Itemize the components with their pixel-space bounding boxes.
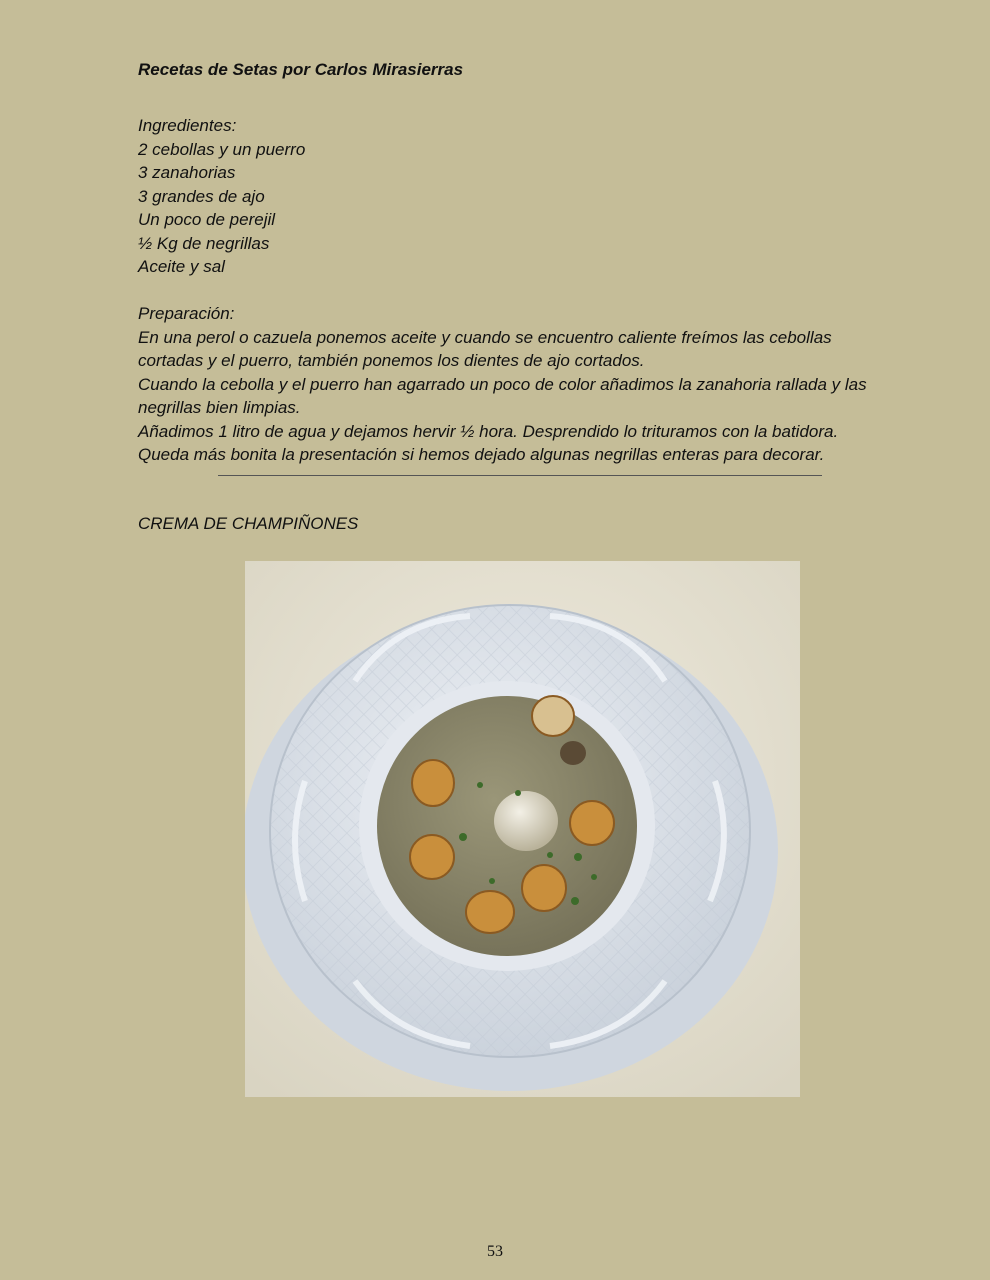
recipe-text (138, 114, 918, 467)
mushroom (494, 791, 558, 851)
ingredient-item: ½ Kg de negrillas (138, 233, 270, 253)
preparation-heading: Preparación: (138, 304, 235, 323)
ingredient-item: Un poco de perejil (138, 210, 276, 229)
section-title: CREMA DE CHAMPIÑONES (138, 514, 359, 533)
preparation-line: Cuando la cebolla y el puerro han agarrado un poco de color añadimos la zanahoria rallada y las (138, 374, 867, 394)
separator-line (218, 475, 822, 476)
mushroom-small (560, 741, 586, 765)
preparation-line: Añadimos 1 litro de agua y dejamos hervir ½ hora. Desprendido lo trituramos con la batidora. (138, 421, 839, 441)
preparation-line: En una perol o cazuela ponemos aceite y cuando se encuentro caliente freímos las cebollas (138, 327, 832, 347)
ingredient-item: 2 cebollas y un puerro (138, 139, 306, 159)
ingredients-heading: Ingredientes: (138, 116, 237, 135)
preparation-line: cortadas y el puerro, también ponemos los dientes de ajo cortados. (138, 351, 645, 370)
page-title: Recetas de Setas por Carlos Mirasierras (138, 60, 464, 79)
ingredient-item: 3 zanahorias (138, 163, 236, 182)
ingredient-item: Aceite y sal (138, 257, 225, 276)
preparation-line: Queda más bonita la presentación si hemos dejado algunas negrillas enteras para decorar. (138, 445, 825, 464)
page-number: 53 (487, 1243, 503, 1260)
ingredient-item: 3 grandes de ajo (138, 186, 265, 206)
soup-bowl-photo (245, 561, 800, 1097)
preparation-line: negrillas bien limpias. (138, 398, 301, 417)
